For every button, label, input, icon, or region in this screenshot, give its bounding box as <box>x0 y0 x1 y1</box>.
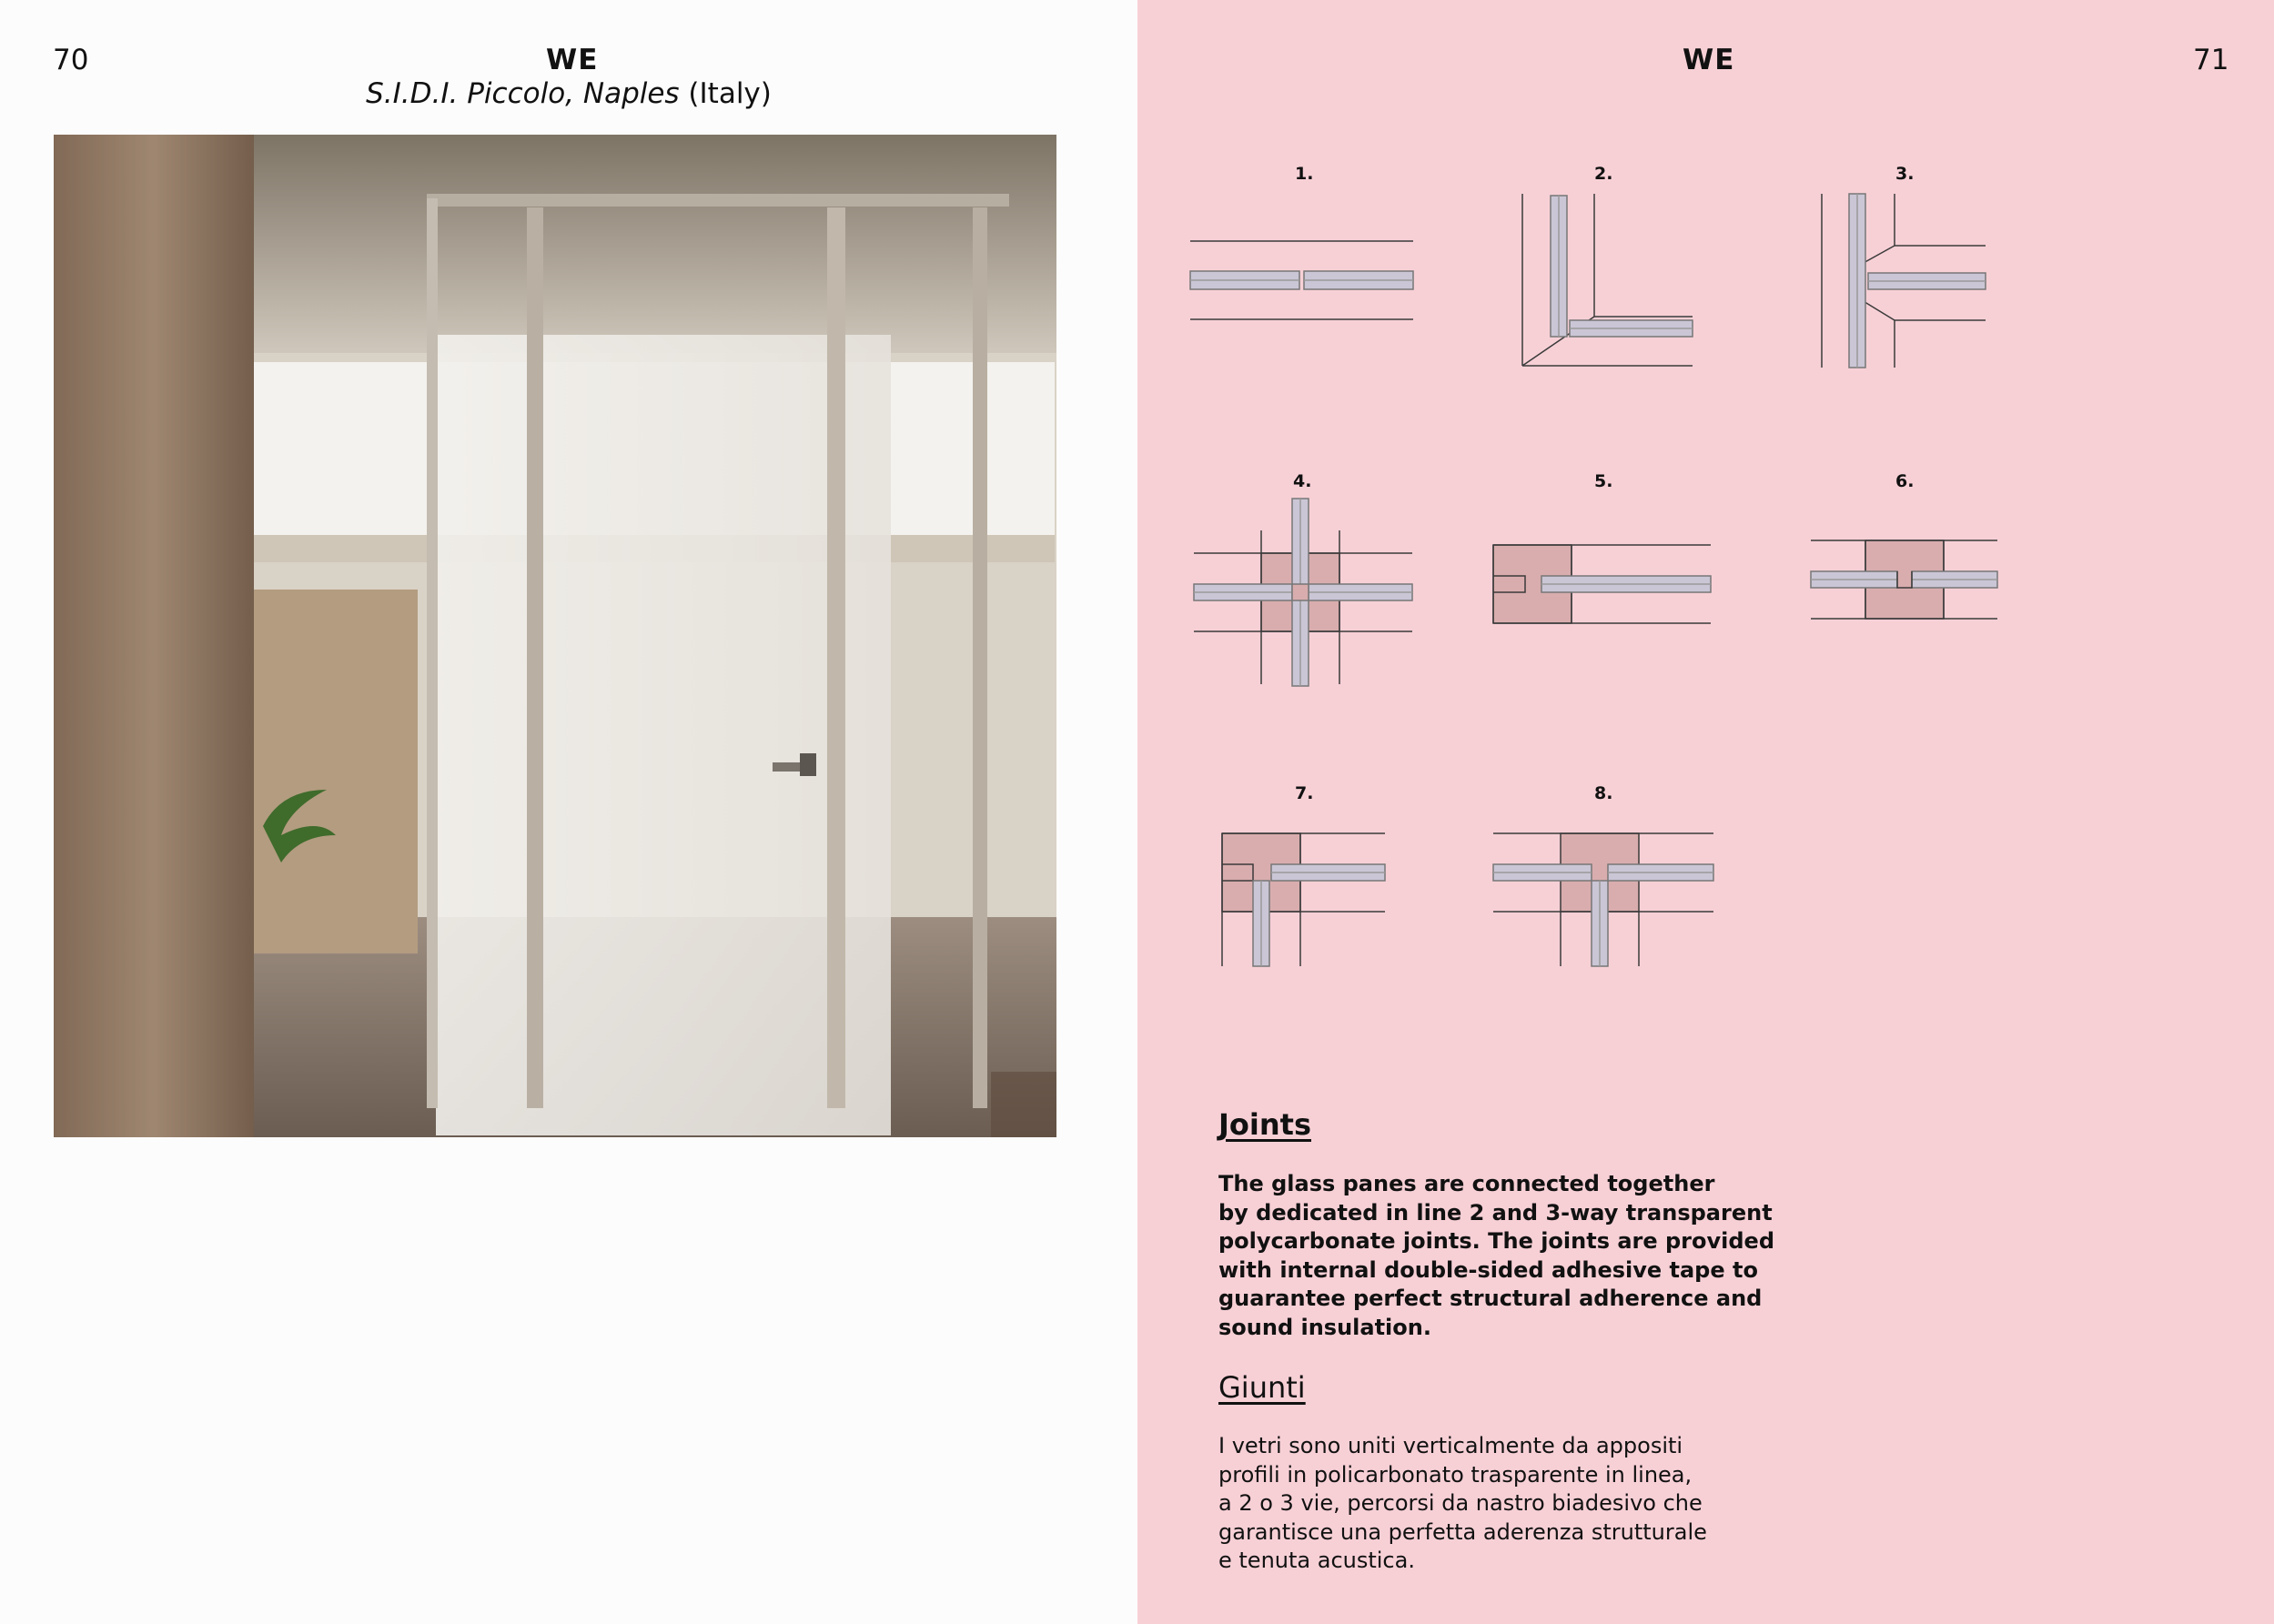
joint-diagram-7-wall-corner <box>1222 833 1385 966</box>
body-it-line: profili in policarbonato trasparente in linea, <box>1218 1461 1693 1488</box>
body-en-line: polycarbonate joints. The joints are provided <box>1218 1228 1775 1254</box>
body-it-line: a 2 o 3 vie, percorsi da nastro biadesivo che <box>1218 1490 1703 1516</box>
joint-diagram-8-t-block <box>1493 833 1713 966</box>
body-it-line: garantisce una perfetta aderenza strutturale <box>1218 1518 1707 1545</box>
body-en-line: by dedicated in line 2 and 3-way transparent <box>1218 1199 1773 1226</box>
brand-title-left: WE <box>546 44 599 76</box>
body-it-line: I vetri sono uniti verticalmente da appositi <box>1218 1433 1683 1458</box>
body-it-line: e tenuta acustica. <box>1218 1548 1415 1573</box>
diagram-label-4: 4. <box>1293 471 1312 491</box>
diagram-label-6: 6. <box>1895 471 1915 491</box>
diagram-label-5: 5. <box>1594 471 1613 491</box>
diagram-label-3: 3. <box>1895 164 1915 184</box>
joint-diagram-6-inline-block <box>1811 540 1997 619</box>
joints-description-it <box>1218 1432 1728 1576</box>
page-number-left: 70 <box>53 44 89 76</box>
joints-description-en <box>1218 1170 1775 1342</box>
body-en-line: sound insulation. <box>1218 1314 1431 1340</box>
page-number-right: 71 <box>2193 44 2229 76</box>
section-heading-giunti: Giunti <box>1218 1370 1306 1405</box>
joint-diagram-3-t <box>1822 194 1986 368</box>
diagram-label-8: 8. <box>1594 783 1613 803</box>
body-en-line: with internal double-sided adhesive tape to <box>1218 1256 1758 1283</box>
caption-country: (Italy) <box>679 77 772 110</box>
caption-location: S.I.D.I. Piccolo, Naples <box>366 77 680 110</box>
diagram-label-7: 7. <box>1295 783 1314 803</box>
brand-title-right: WE <box>1683 44 1735 76</box>
section-heading-joints: Joints <box>1218 1107 1311 1142</box>
joint-diagram-5-wall-end <box>1493 545 1711 623</box>
joint-diagram-2-corner <box>1522 194 1693 366</box>
diagram-label-2: 2. <box>1594 164 1613 184</box>
body-en-line: The glass panes are connected together <box>1218 1171 1715 1196</box>
joint-diagram-4-cross <box>1194 499 1412 686</box>
diagram-label-1: 1. <box>1295 164 1314 184</box>
body-en-line: guarantee perfect structural adherence and <box>1218 1286 1763 1311</box>
joint-diagram-1-inline <box>1190 241 1413 319</box>
